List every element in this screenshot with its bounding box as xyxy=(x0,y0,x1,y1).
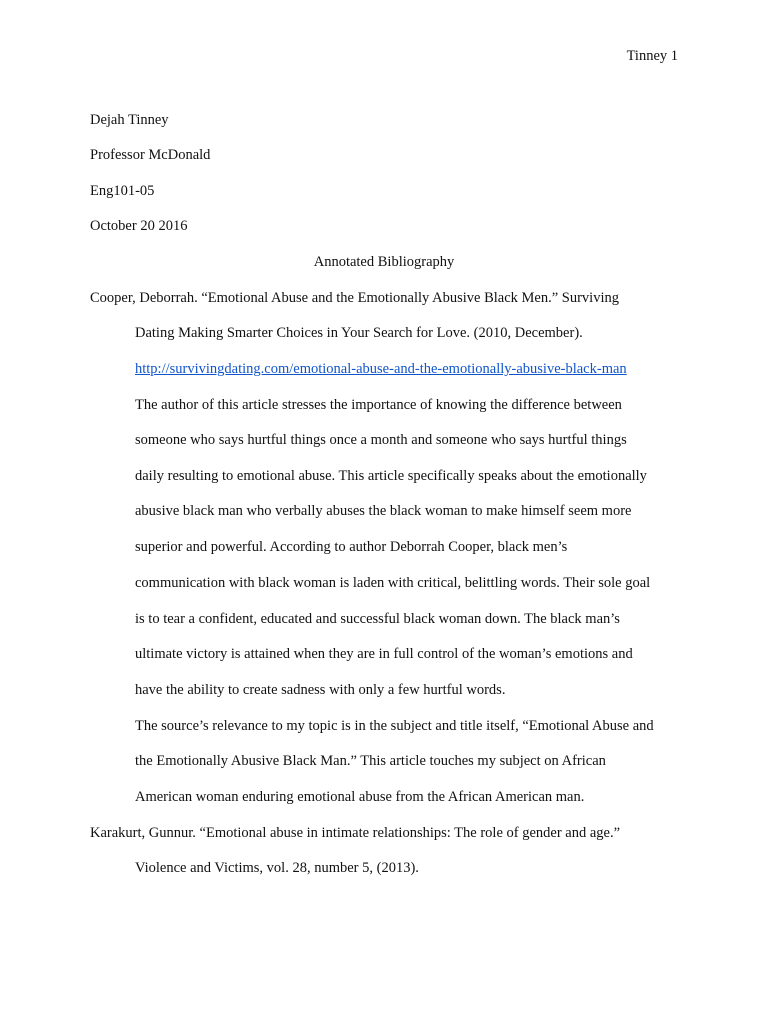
citation-url-link[interactable]: http://survivingdating.com/emotional-abuse-and-the-emotionally-abusive-black-man xyxy=(135,361,627,377)
citation-line: Violence and Victims, vol. 28, number 5, (2013). xyxy=(135,860,419,876)
annotation-line: someone who says hurtful things once a month and someone who says hurtful things xyxy=(135,432,627,448)
annotation-line: communication with black woman is laden with critical, belittling words. Their sole goal xyxy=(135,575,651,591)
relevance-line: American woman enduring emotional abuse from the African American man. xyxy=(135,789,585,805)
annotation-line: daily resulting to emotional abuse. This article specifically speaks about the emotionally xyxy=(135,468,647,484)
relevance-line: The source’s relevance to my topic is in the subject and title itself, “Emotional Abuse and xyxy=(135,718,654,734)
student-name: Dejah Tinney xyxy=(90,112,169,128)
relevance-line: the Emotionally Abusive Black Man.” This article touches my subject on African xyxy=(135,753,606,769)
instructor-name: Professor McDonald xyxy=(90,147,211,163)
annotation-line: is to tear a confident, educated and successful black woman down. The black man’s xyxy=(135,611,620,627)
annotation-line: have the ability to create sadness with only a few hurtful words. xyxy=(135,682,506,698)
citation-line: Karakurt, Gunnur. “Emotional abuse in intimate relationships: The role of gender and age.” xyxy=(90,825,621,841)
annotation-line: ultimate victory is attained when they are in full control of the woman’s emotions and xyxy=(135,646,633,662)
document-date: October 20 2016 xyxy=(90,218,188,234)
annotation-line: abusive black man who verbally abuses the black woman to make himself seem more xyxy=(135,503,632,519)
course-code: Eng101-05 xyxy=(90,183,155,199)
running-head: Tinney 1 xyxy=(626,48,678,64)
document-title: Annotated Bibliography xyxy=(313,254,455,270)
annotation-line: superior and powerful. According to author Deborrah Cooper, black men’s xyxy=(135,539,568,555)
citation-line: Dating Making Smarter Choices in Your Search for Love. (2010, December). xyxy=(135,325,583,341)
annotation-line: The author of this article stresses the importance of knowing the difference between xyxy=(135,397,622,413)
citation-line: Cooper, Deborrah. “Emotional Abuse and the Emotionally Abusive Black Men.” Surviving xyxy=(90,290,619,306)
